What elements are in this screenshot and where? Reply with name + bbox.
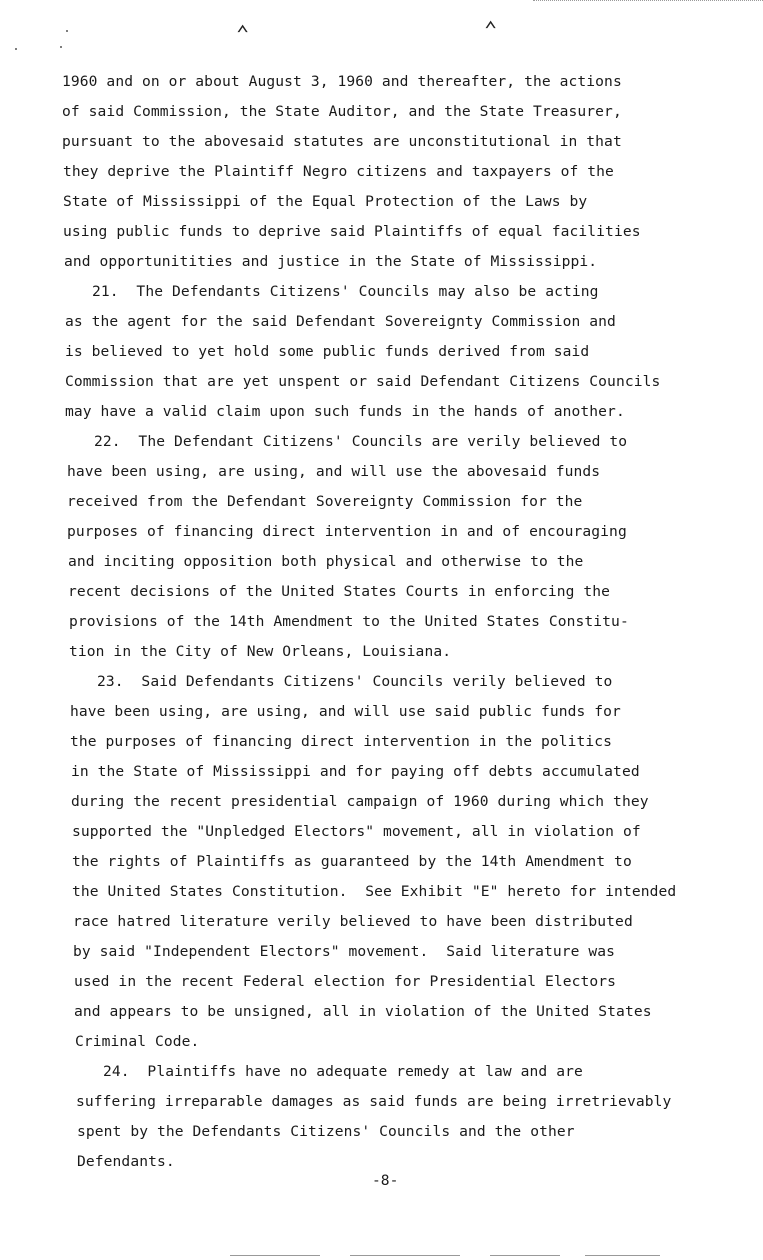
scan-mark: ⌃ [236,22,250,47]
page-number: -8- [372,1172,399,1189]
text-line: tion in the City of New Orleans, Louisiana. [69,643,452,660]
footer-rule [350,1255,460,1257]
text-line: 21. The Defendants Citizens' Councils may also be acting [92,283,599,300]
scan-speck [66,30,68,32]
text-line: using public funds to deprive said Plaintiffs of equal facilities [63,223,641,240]
footer-rule [230,1255,320,1257]
text-line: Defendants. [77,1153,175,1170]
text-line: race hatred literature verily believed to have been distributed [73,913,633,930]
text-line: of said Commission, the State Auditor, and the State Treasurer, [62,103,622,120]
text-line: the rights of Plaintiffs as guaranteed by the 14th Amendment to [72,853,632,870]
footer-rule [585,1255,660,1257]
scan-mark: ⌃ [484,18,498,43]
text-line: 24. Plaintiffs have no adequate remedy at law and are [103,1063,583,1080]
text-line: Commission that are yet unspent or said Defendant Citizens Councils [65,373,661,390]
text-line: 23. Said Defendants Citizens' Councils verily believed to [97,673,613,690]
text-line: purposes of financing direct intervention in and of encouraging [67,523,627,540]
text-line: may have a valid claim upon such funds in the hands of another. [65,403,625,420]
text-line: they deprive the Plaintiff Negro citizens and taxpayers of the [63,163,614,180]
text-line: used in the recent Federal election for Presidential Electors [74,973,617,990]
text-line: have been using, are using, and will use said public funds for [70,703,621,720]
text-line: recent decisions of the United States Courts in enforcing the [68,583,611,600]
scan-speck [60,46,62,48]
text-line: as the agent for the said Defendant Sovereignty Commission and [65,313,616,330]
text-line: is believed to yet hold some public funds derived from said [65,343,590,360]
text-line: in the State of Mississippi and for paying off debts accumulated [71,763,640,780]
text-line: during the recent presidential campaign of 1960 during which they [71,793,649,810]
text-line: and appears to be unsigned, all in violation of the United States [74,1003,652,1020]
text-line: and inciting opposition both physical and otherwise to the [68,553,584,570]
text-line: spent by the Defendants Citizens' Councils and the other [77,1123,575,1140]
text-line: 1960 and on or about August 3, 1960 and thereafter, the actions [62,73,622,90]
text-line: State of Mississippi of the Equal Protection of the Laws by [63,193,588,210]
text-line: have been using, are using, and will use the abovesaid funds [67,463,601,480]
text-line: 22. The Defendant Citizens' Councils are verily believed to [94,433,628,450]
footer-rule [490,1255,560,1257]
text-line: Criminal Code. [75,1033,200,1050]
text-line: the purposes of financing direct intervention in the politics [70,733,613,750]
text-line: pursuant to the abovesaid statutes are unconstitutional in that [62,133,622,150]
scan-speck [15,48,17,50]
text-line: supported the "Unpledged Electors" movement, all in violation of [72,823,641,840]
top-dotted-rule [533,0,763,3]
text-line: the United States Constitution. See Exhibit "E" hereto for intended [72,883,677,900]
text-line: suffering irreparable damages as said funds are being irretrievably [76,1093,672,1110]
text-line: and opportunitities and justice in the State of Mississippi. [64,253,598,270]
text-line: by said "Independent Electors" movement. Said literature was [73,943,616,960]
text-line: provisions of the 14th Amendment to the United States Constitu- [69,613,629,630]
text-line: received from the Defendant Sovereignty Commission for the [67,493,583,510]
